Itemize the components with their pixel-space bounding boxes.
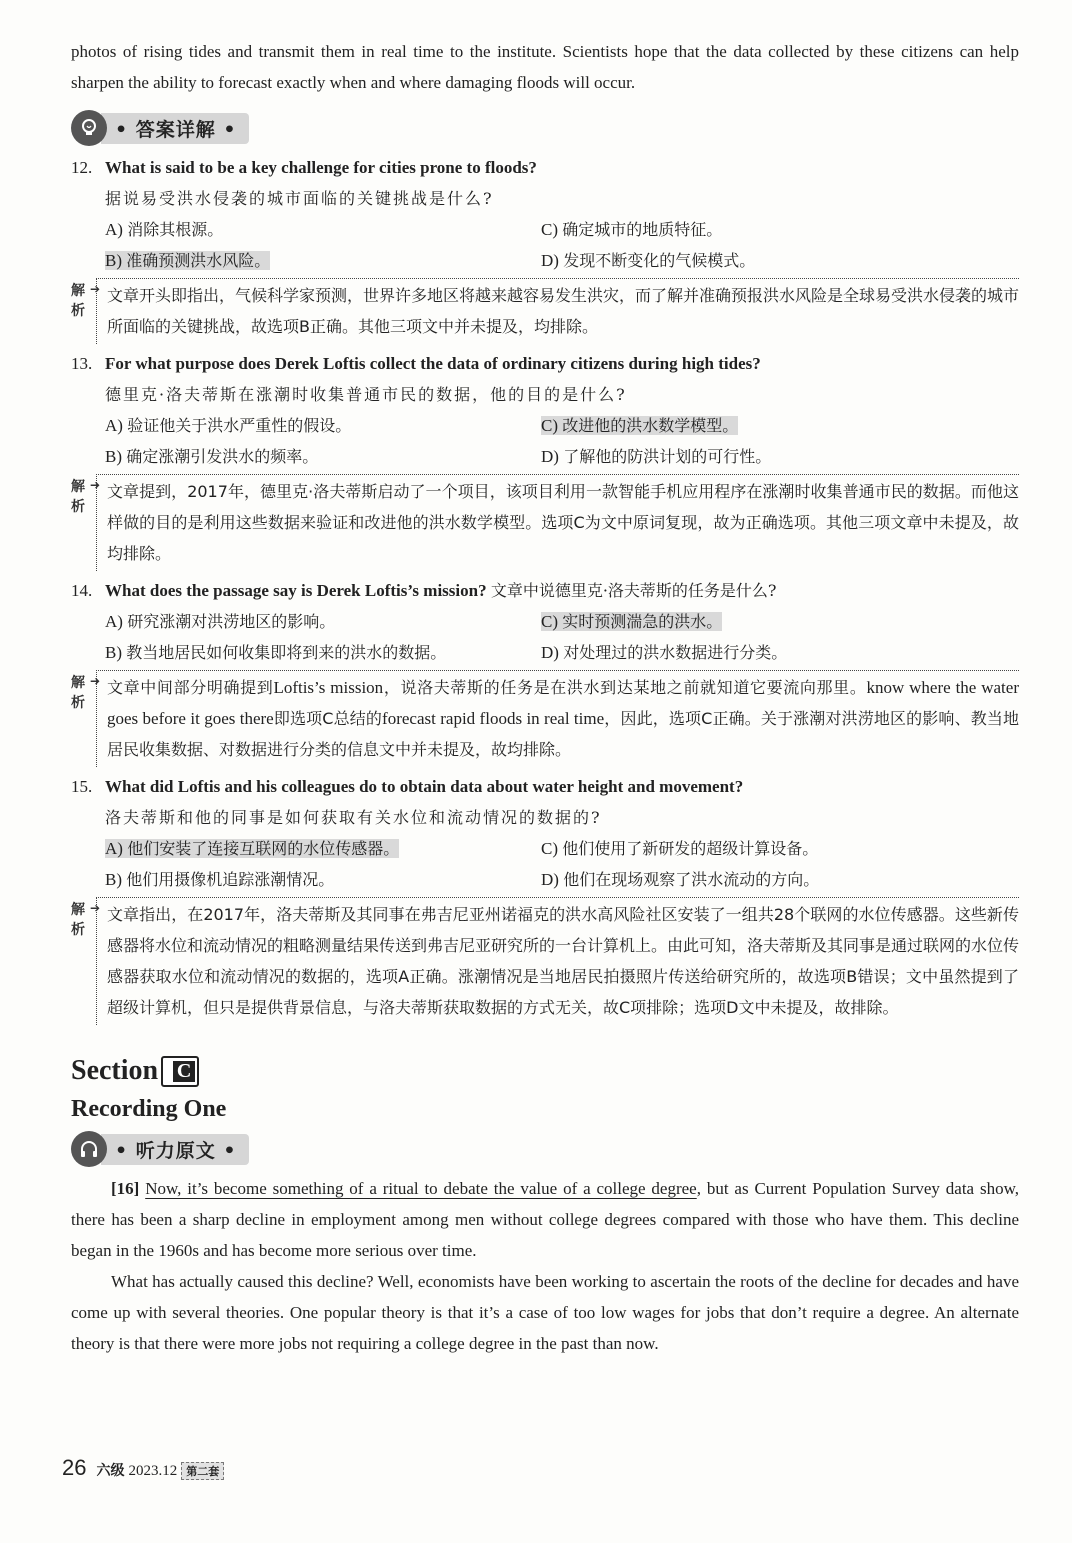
question-14 — [71, 575, 1019, 767]
question-text-zh: 据说易受洪水侵袭的城市面临的关键挑战是什么? — [105, 189, 494, 208]
options — [71, 606, 1019, 668]
question-number: 15. — [71, 777, 93, 796]
lightbulb-icon — [71, 110, 107, 146]
question-number: 14. — [71, 581, 93, 600]
question-text-zh: 德里克·洛夫蒂斯在涨潮时收集普通市民的数据，他的目的是什么? — [105, 385, 627, 404]
recording-title: Recording One — [71, 1096, 227, 1122]
arrow-right-icon: ➔ — [90, 282, 101, 296]
page-number: 26 — [62, 1455, 87, 1480]
analysis-text: 文章中间部分明确提到Loftis’s mission，说洛夫蒂斯的任务是在洪水到达某地之前就知道它要流向那里。know where the water goes before it goes there即选项C总结的forecast rapid floods in real time，因此，选项C正确。关于涨潮对洪涝地区的影响、教当地居民收集数据、对数据进行分类的信息文中并未提及，故均排除。 — [96, 670, 1019, 767]
analysis-block — [71, 474, 1019, 571]
arrow-right-icon: ➔ — [90, 901, 101, 915]
exam-date: 2023.12 — [128, 1463, 178, 1479]
question-12 — [71, 152, 1019, 344]
option-b: B) 他们用摄像机追踪涨潮情况。 — [105, 870, 335, 889]
question-number: 13. — [71, 354, 93, 373]
transcript-paragraph-2: What has actually caused this decline? Well, economists have been working to ascertain the roots of the decline for decades and have come up with several theories. One popular theory is that it’s a case of too low wages for jobs that don’t require a degree. An alternate theory is that there were more jobs not requiring a college degree in the past than now. — [71, 1272, 1019, 1353]
section-heading — [71, 1055, 1019, 1087]
transcript-banner-label: • 听力原文 • — [101, 1134, 249, 1165]
options — [71, 410, 1019, 472]
option-a: A) 消除其根源。 — [105, 220, 224, 239]
option-c: C) 他们使用了新研发的超级计算设备。 — [541, 839, 819, 858]
analysis-tag: 解析 — [71, 675, 85, 711]
arrow-right-icon: ➔ — [90, 478, 101, 492]
page-footer — [62, 1455, 224, 1481]
exam-level: 六级 — [96, 1463, 125, 1479]
underlined-key-sentence: Now, it’s become something of a ritual to debate the value of a college degree — [145, 1179, 697, 1198]
analysis-block — [71, 278, 1019, 344]
headphones-icon — [71, 1131, 107, 1167]
question-number: 12. — [71, 158, 93, 177]
question-marker: [16] — [111, 1179, 140, 1198]
question-text-en: What does the passage say is Derek Loftis’s mission? — [105, 581, 487, 600]
transcript-banner — [71, 1129, 1019, 1169]
transcript-paragraph-1: [16] Now, it’s become something of a ritual to debate the value of a college degree, but as Current Population Survey data show, there has been a sharp decline in employment among men without college degrees compared with those who have them. This decline began in the 1960s and has become more serious over time. — [71, 1179, 1019, 1260]
question-text-en: What is said to be a key challenge for cities prone to floods? — [105, 158, 537, 177]
option-d: D) 对处理过的洪水数据进行分类。 — [541, 643, 788, 662]
option-c: C) 确定城市的地质特征。 — [541, 220, 723, 239]
option-b-correct: B) 准确预测洪水风险。 — [105, 251, 271, 270]
intro-paragraph: photos of rising tides and transmit them in real time to the institute. Scientists hope that the data collected by these citizens can help sharpen the ability to forecast exactly when and where damaging floods will occur. — [71, 42, 1019, 92]
option-d: D) 了解他的防洪计划的可行性。 — [541, 447, 772, 466]
option-c-correct: C) 改进他的洪水数学模型。 — [541, 416, 739, 435]
options — [71, 833, 1019, 895]
option-a: A) 验证他关于洪水严重性的假设。 — [105, 416, 352, 435]
option-b: B) 确定涨潮引发洪水的频率。 — [105, 447, 319, 466]
section-letter-badge: C — [161, 1056, 199, 1087]
question-text-zh: 文章中说德里克·洛夫蒂斯的任务是什么? — [490, 581, 777, 600]
document-page — [71, 36, 1019, 1359]
question-15 — [71, 771, 1019, 1025]
option-b: B) 教当地居民如何收集即将到来的洪水的数据。 — [105, 643, 447, 662]
analysis-text: 文章指出，在2017年，洛夫蒂斯及其同事在弗吉尼亚州诺福克的洪水高风险社区安装了一组共28个联网的水位传感器。这些新传感器将水位和流动情况的粗略测量结果传送到弗吉尼亚研究所的一台计算机上。由此可知，洛夫蒂斯及其同事是通过联网的水位传感器获取水位和流动情况的数据的，选项A正确。涨潮情况是当地居民拍摄照片传送给研究所的，故选项B错误；文中虽然提到了超级计算机，但只是提供背景信息，与洛夫蒂斯获取数据的方式无关，故C项排除；选项D文中未提及，故排除。 — [96, 897, 1019, 1025]
section-word: Section — [71, 1055, 159, 1086]
question-text-en: What did Loftis and his colleagues do to obtain data about water height and movement? — [105, 777, 744, 796]
option-a: A) 研究涨潮对洪涝地区的影响。 — [105, 612, 336, 631]
option-a-correct: A) 他们安装了连接互联网的水位传感器。 — [105, 839, 400, 858]
arrow-right-icon: ➔ — [90, 674, 101, 688]
analysis-tag: 解析 — [71, 902, 85, 938]
question-13 — [71, 348, 1019, 571]
answers-banner-label: • 答案详解 • — [101, 113, 249, 144]
analysis-text: 文章开头即指出，气候科学家预测，世界许多地区将越来越容易发生洪灾，而了解并准确预报洪水风险是全球易受洪水侵袭的城市所面临的关键挑战，故选项B正确。其他三项文中并未提及，均排除。 — [96, 278, 1019, 344]
analysis-tag: 解析 — [71, 479, 85, 515]
option-c-correct: C) 实时预测湍急的洪水。 — [541, 612, 723, 631]
option-d: D) 发现不断变化的气候模式。 — [541, 251, 756, 270]
answers-banner — [71, 108, 1019, 148]
question-text-en: For what purpose does Derek Loftis collect the data of ordinary citizens during high tides? — [105, 354, 761, 373]
option-d: D) 他们在现场观察了洪水流动的方向。 — [541, 870, 820, 889]
analysis-tag: 解析 — [71, 283, 85, 319]
analysis-block — [71, 670, 1019, 767]
question-text-zh: 洛夫蒂斯和他的同事是如何获取有关水位和流动情况的数据的? — [105, 808, 602, 827]
exam-set-badge: 第二套 — [181, 1462, 224, 1480]
analysis-text: 文章提到，2017年，德里克·洛夫蒂斯启动了一个项目，该项目利用一款智能手机应用程序在涨潮时收集普通市民的数据。而他这样做的目的是利用这些数据来验证和改进他的洪水数学模型。选项C为文中原词复现，故为正确选项。其他三项文章中未提及，故均排除。 — [96, 474, 1019, 571]
analysis-block — [71, 897, 1019, 1025]
options — [71, 214, 1019, 276]
